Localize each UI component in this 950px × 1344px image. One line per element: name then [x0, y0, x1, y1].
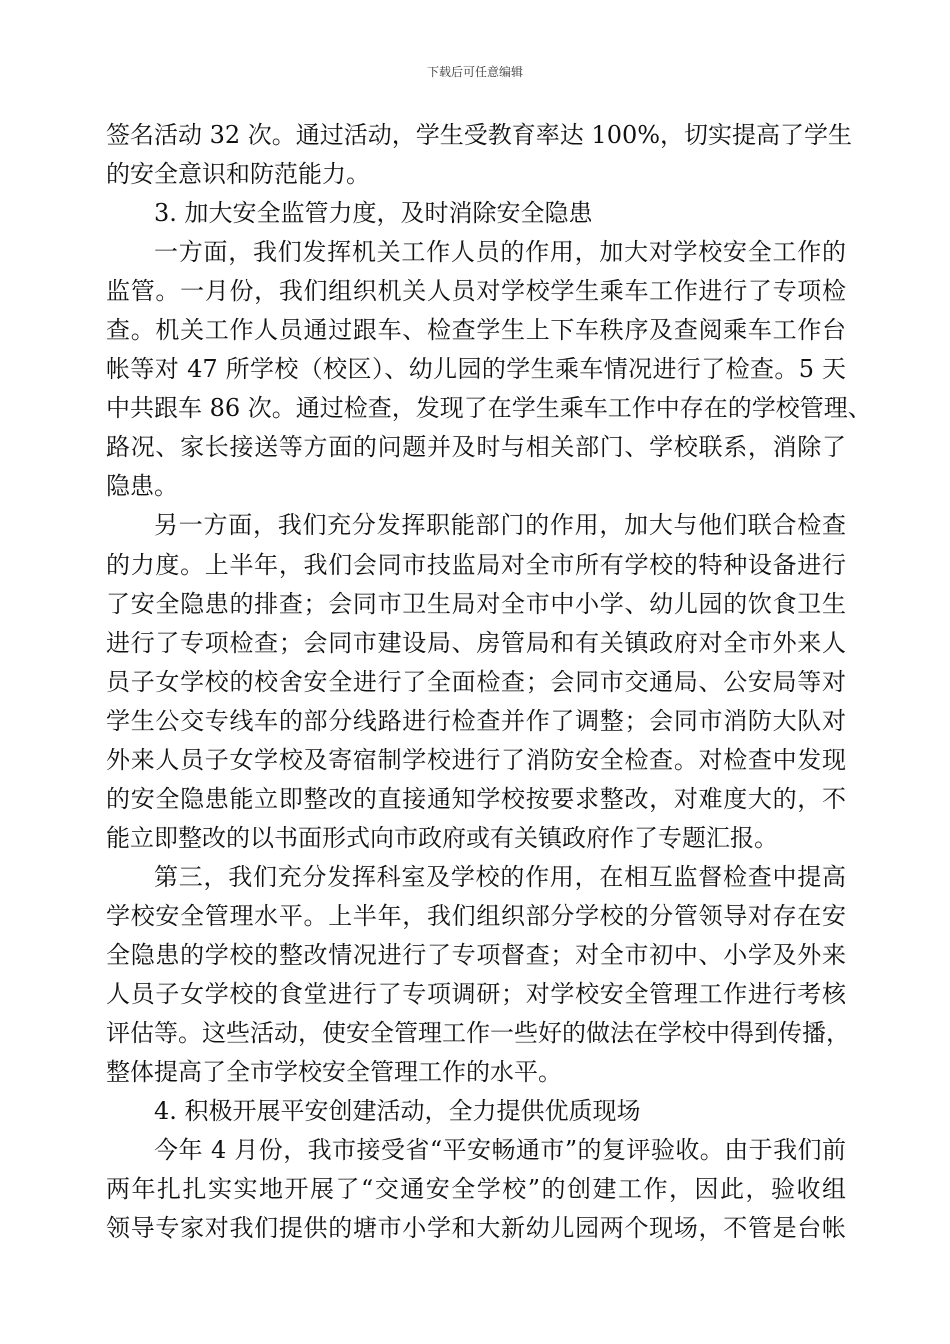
text-line: 一方面，我们发挥机关工作人员的作用，加大对学校安全工作的 [154, 238, 846, 267]
text-line: 领导专家对我们提供的塘市小学和大新幼儿园两个现场，不管是台帐 [106, 1214, 846, 1243]
text-line: 评估等。这些活动，使安全管理工作一些好的做法在学校中得到传播， [106, 1019, 850, 1048]
text-line: 另一方面，我们充分发挥职能部门的作用，加大与他们联合检查 [154, 511, 846, 540]
text-line: 外来人员子女学校及寄宿制学校进行了消防安全检查。对检查中发现 [106, 745, 846, 774]
text-line: 隐患。 [106, 472, 178, 501]
text-line: 4. 积极开展平安创建活动，全力提供优质现场 [154, 1097, 641, 1126]
text-line: 的安全意识和防范能力。 [106, 160, 370, 189]
text-line: 3. 加大安全监管力度，及时消除安全隐患 [154, 199, 593, 228]
text-line: 的力度。上半年，我们会同市技监局对全市所有学校的特种设备进行 [106, 550, 846, 579]
text-line: 路况、家长接送等方面的问题并及时与相关部门、学校联系，消除了 [106, 433, 846, 462]
text-line: 签名活动 32 次。通过活动，学生受教育率达 100%，切实提高了学生 [106, 121, 853, 149]
text-line: 全隐患的学校的整改情况进行了专项督查；对全市初中、小学及外来 [106, 940, 846, 969]
text-line: 帐等对 47 所学校（校区）、幼儿园的学生乘车情况进行了检查。5 天 [106, 355, 846, 384]
text-line: 员子女学校的校舍安全进行了全面检查；会同市交通局、公安局等对 [106, 667, 846, 696]
text-line: 监管。一月份，我们组织机关人员对学校学生乘车工作进行了专项检 [106, 277, 846, 306]
text-line: 整体提高了全市学校安全管理工作的水平。 [106, 1058, 562, 1087]
text-line: 中共跟车 86 次。通过检查，发现了在学生乘车工作中存在的学校管理、 [106, 394, 872, 423]
text-line: 学生公交专线车的部分线路进行检查并作了调整；会同市消防大队对 [106, 706, 846, 735]
document-body [106, 116, 872, 1248]
text-line: 学校安全管理水平。上半年，我们组织部分学校的分管领导对存在安 [106, 901, 846, 930]
text-line: 的安全隐患能立即整改的直接通知学校按要求整改，对难度大的，不 [106, 784, 846, 813]
text-line: 今年 4 月份，我市接受省“平安畅通市”的复评验收。由于我们前 [154, 1136, 846, 1165]
text-line: 能立即整改的以书面形式向市政府或有关镇政府作了专题汇报。 [106, 823, 778, 852]
page-header: 下载后可任意编辑 [426, 65, 523, 79]
text-line: 查。机关工作人员通过跟车、检查学生上下车秩序及查阅乘车工作台 [106, 316, 846, 345]
text-line: 人员子女学校的食堂进行了专项调研；对学校安全管理工作进行考核 [106, 980, 846, 1009]
text-line: 进行了专项检查；会同市建设局、房管局和有关镇政府对全市外来人 [106, 628, 846, 657]
text-line: 了安全隐患的排查；会同市卫生局对全市中小学、幼儿园的饮食卫生 [106, 589, 846, 618]
text-line: 两年扎扎实实地开展了“交通安全学校”的创建工作，因此，验收组 [106, 1175, 846, 1204]
text-line: 第三，我们充分发挥科室及学校的作用，在相互监督检查中提高 [154, 862, 846, 891]
